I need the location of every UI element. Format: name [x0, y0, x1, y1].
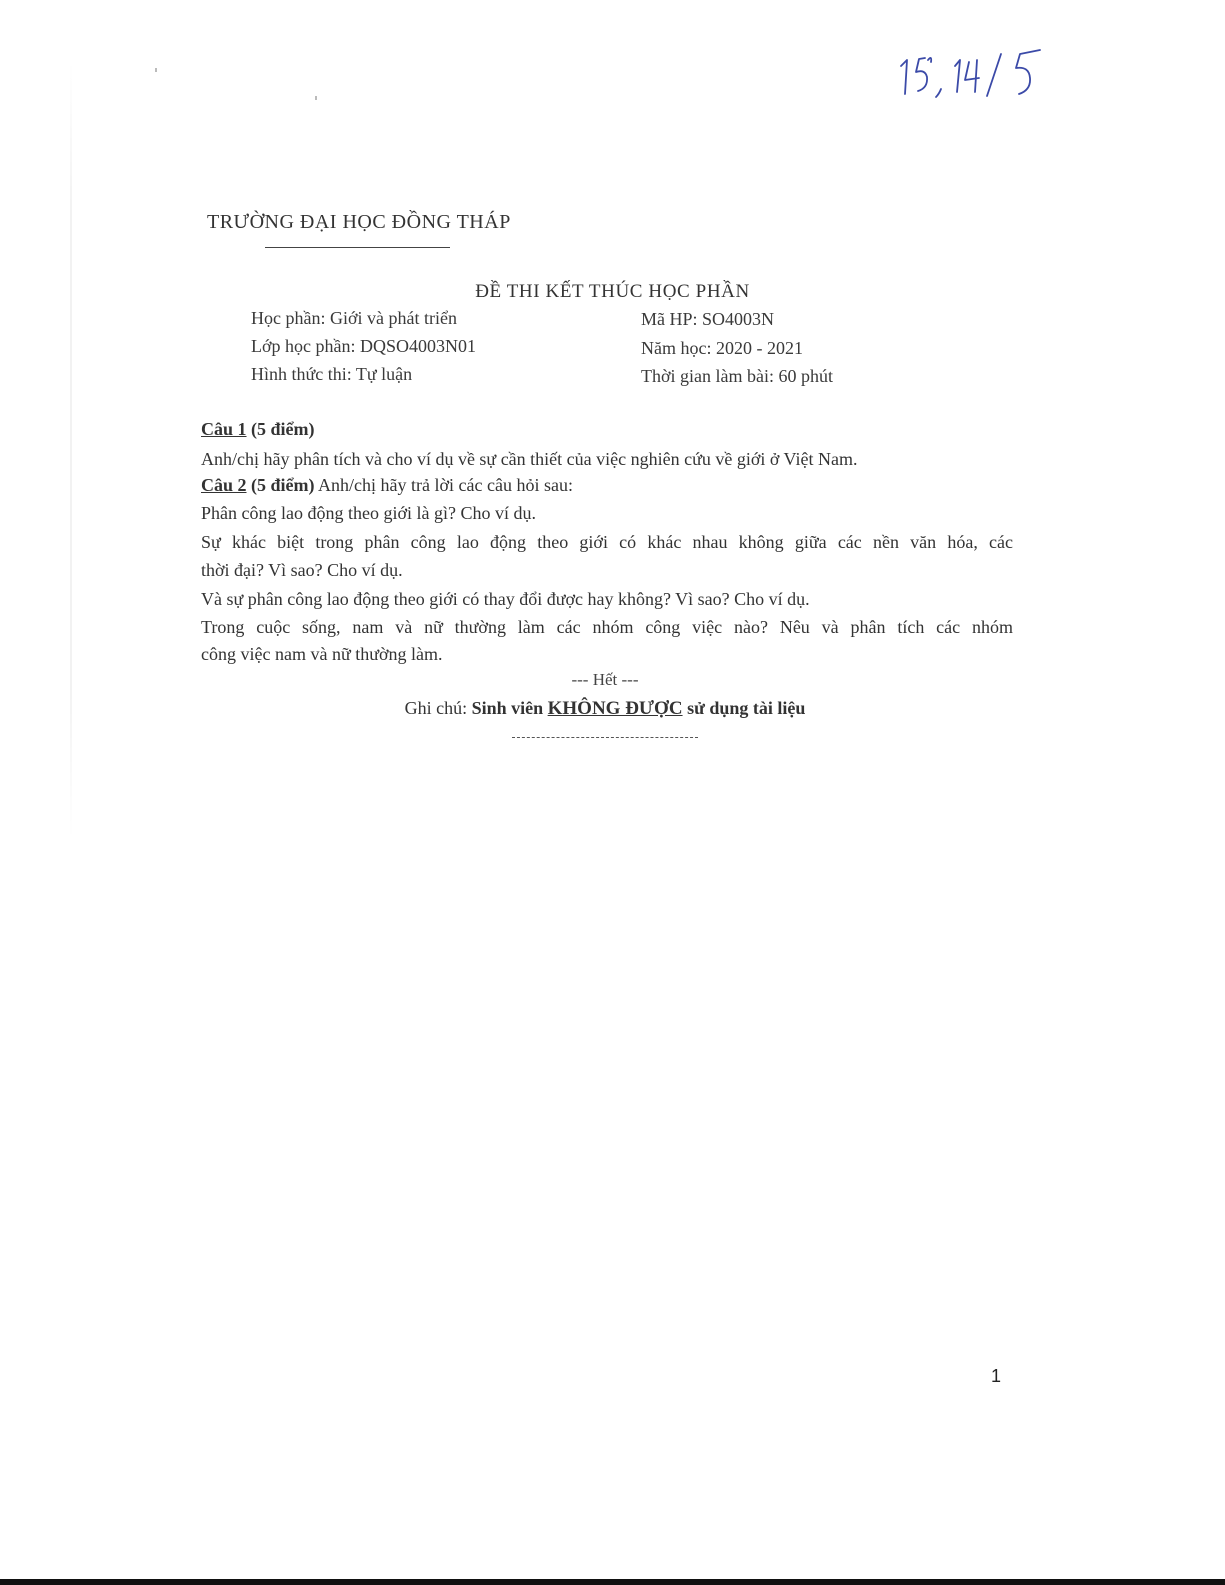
question-2-line-4b: công việc nam và nữ thường làm. — [201, 644, 443, 664]
scan-speck — [315, 96, 317, 100]
exam-form: Hình thức thi: Tự luận — [251, 364, 413, 384]
question-1-points: (5 điểm) — [251, 419, 315, 439]
question-2-points: (5 điểm) — [251, 475, 315, 495]
end-mark: --- Hết --- — [571, 670, 639, 689]
exam-note — [0, 698, 1210, 720]
question-1-heading — [201, 419, 315, 440]
school-year: Năm học: 2020 - 2021 — [641, 338, 803, 358]
question-2-line-3: Và sự phân công lao động theo giới có thay đổi được hay không? Vì sao? Cho ví dụ. — [201, 589, 810, 609]
exam-duration: Thời gian làm bài: 60 phút — [641, 366, 833, 386]
class-code: Lớp học phần: DQSO4003N01 — [251, 336, 476, 356]
exam-title: ĐỀ THI KẾT THÚC HỌC PHẦN — [475, 281, 750, 302]
course-code: Mã HP: SO4003N — [641, 309, 775, 329]
dashed-separator — [512, 737, 698, 738]
course-name: Học phần: Giới và phát triển — [251, 308, 457, 328]
scan-bottom-border — [0, 1579, 1225, 1585]
question-2-heading — [201, 475, 573, 496]
question-2-line-2b: thời đại? Vì sao? Cho ví dụ. — [201, 560, 403, 580]
note-prefix: Ghi chú: — [404, 698, 468, 718]
note-subject: Sinh viên — [471, 698, 544, 718]
question-1-text: Anh/chị hãy phân tích và cho ví dụ về sự cần thiết của việc nghiên cứu về giới ở Việt Nam. — [201, 449, 858, 469]
note-suffix: sử dụng tài liệu — [687, 698, 806, 718]
scan-shadow-edge — [70, 60, 72, 840]
question-1-label: Câu 1 — [201, 419, 247, 439]
question-2-line-4a: Trong cuộc sống, nam và nữ thường làm các nhóm công việc nào? Nêu và phân tích các nhóm — [201, 617, 1013, 637]
question-2-line-2a: Sự khác biệt trong phân công lao động theo giới có khác nhau không giữa các nền văn hóa, các — [201, 532, 1013, 552]
question-2-label: Câu 2 — [201, 475, 247, 495]
scan-speck — [155, 68, 157, 72]
handwritten-score — [895, 42, 1045, 102]
school-underline — [265, 247, 450, 248]
question-2-intro: Anh/chị hãy trả lời các câu hỏi sau: — [318, 475, 573, 495]
school-name: TRƯỜNG ĐẠI HỌC ĐỒNG THÁP — [207, 211, 511, 233]
note-emphasis: KHÔNG ĐƯỢC — [547, 698, 683, 719]
page-number: 1 — [991, 1366, 1002, 1386]
question-2-line-1: Phân công lao động theo giới là gì? Cho ví dụ. — [201, 503, 536, 523]
